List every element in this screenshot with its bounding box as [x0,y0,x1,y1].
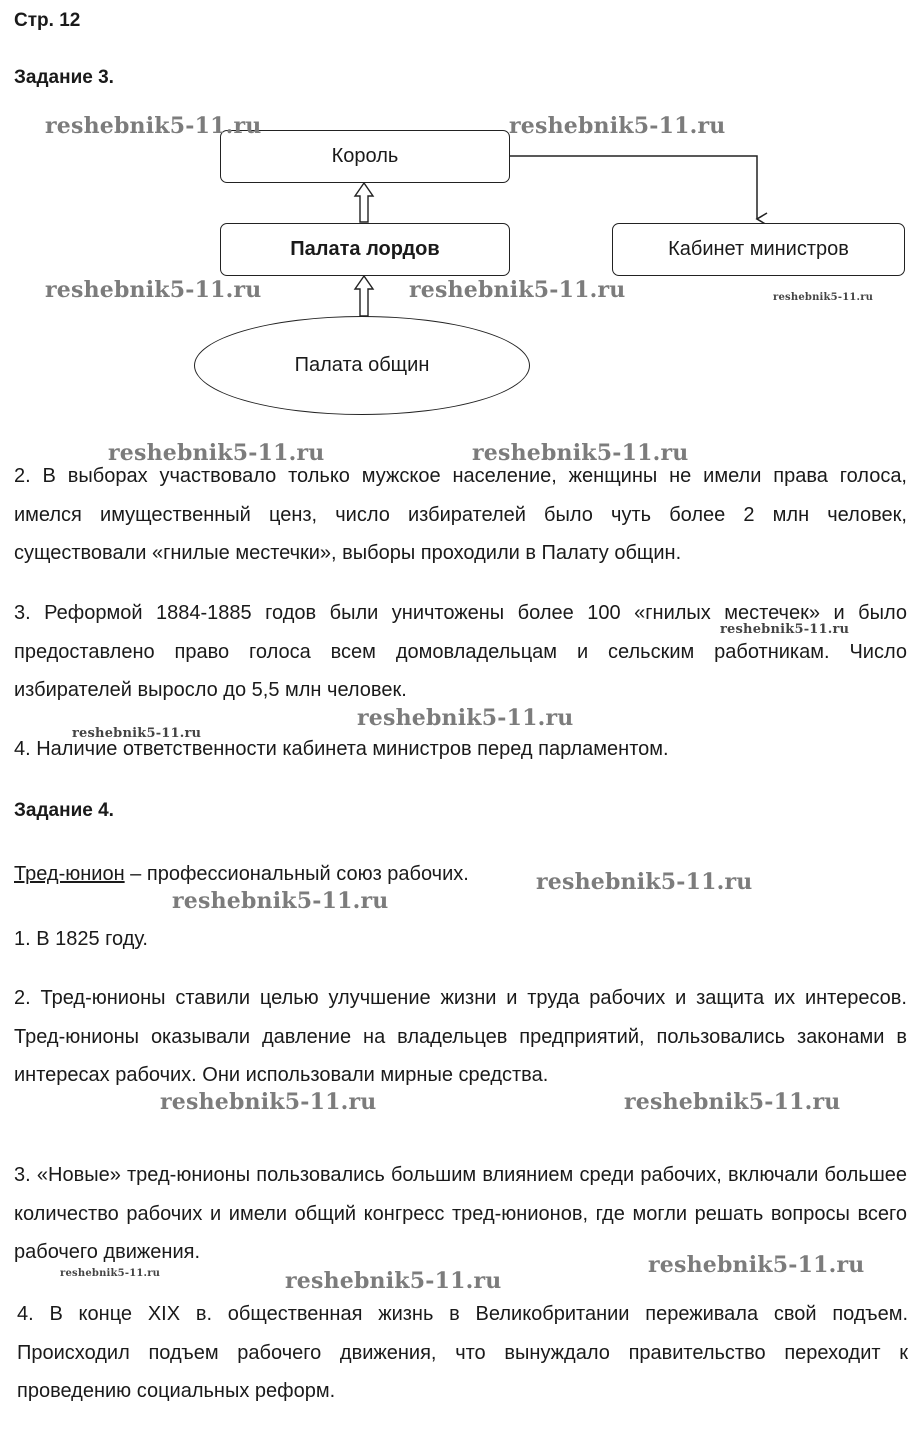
definition-line [14,860,469,888]
arrow-lords-to-king [355,183,373,222]
watermark: reshebnik5-11.ru [172,888,389,914]
arrow-king-to-cabinet [510,156,757,219]
watermark: reshebnik5-11.ru [45,277,262,303]
watermark: reshebnik5-11.ru [472,440,689,466]
task3-heading: Задание 3. [14,67,114,88]
watermark: reshebnik5-11.ru [160,1089,377,1115]
watermark: reshebnik5-11.ru [624,1089,841,1115]
watermark: reshebnik5-11.ru [60,1268,161,1279]
watermark: reshebnik5-11.ru [285,1268,502,1294]
page-number: Стр. 12 [14,10,81,31]
watermark: reshebnik5-11.ru [108,440,325,466]
watermark: reshebnik5-11.ru [357,705,574,731]
watermark: reshebnik5-11.ru [72,726,202,741]
task3-answer-4: 4. Наличие ответственности кабинета министров перед парламентом. [14,738,669,760]
task4-answer-2: 2. Тред-юнионы ставили целью улучшение жизни и труда рабочих и защита их интересов. Тред-юнионы оказывали давление на владельцев предприятий, пользовались законами в интересах рабочих. Они использовали мирные средства. [14,987,907,1086]
task3-answer-2: 2. В выборах участвовало только мужское население, женщины не имели права голоса, имелся имущественный ценз, число избирателей было чуть более 2 млн человек, существовали «гнилые местечки», выборы проходили в Палату общин. [14,465,907,564]
node-cabinet: Кабинет министров [612,223,905,276]
term-definition: – профессиональный союз рабочих. [124,863,469,885]
node-house-of-commons: Палата общин [194,316,530,415]
task4-answer-3: 3. «Новые» тред-юнионы пользовались большим влиянием среди рабочих, включали большее количество рабочих и имели общий конгресс тред-юнионов, где могли решать вопросы всего рабочего движения. [14,1164,907,1263]
arrow-commons-to-lords [355,276,373,316]
watermark: reshebnik5-11.ru [509,113,726,139]
task4-answer-4: 4. В конце XIX в. общественная жизнь в Великобритании переживала свой подъем. Происходил подъем рабочего движения, что вынуждало правительство переходит к проведению социальных реформ. [17,1303,908,1402]
task3-answer-3: 3. Реформой 1884-1885 годов были уничтожены более 100 «гнилых местечек» и было предоставлено право голоса всем домовладельцам и сельским работникам. Число избирателей выросло до 5,5 млн человек. [14,602,907,701]
node-house-of-lords: Палата лордов [220,223,510,276]
watermark: reshebnik5-11.ru [773,292,874,303]
task4-heading: Задание 4. [14,800,114,821]
watermark: reshebnik5-11.ru [45,113,262,139]
watermark: reshebnik5-11.ru [536,869,753,895]
watermark: reshebnik5-11.ru [409,277,626,303]
node-king: Король [220,130,510,183]
task4-answer-1: 1. В 1825 году. [14,928,148,950]
watermark: reshebnik5-11.ru [648,1252,865,1278]
watermark: reshebnik5-11.ru [720,622,850,637]
term-trade-union: Тред-юнион [14,863,125,885]
